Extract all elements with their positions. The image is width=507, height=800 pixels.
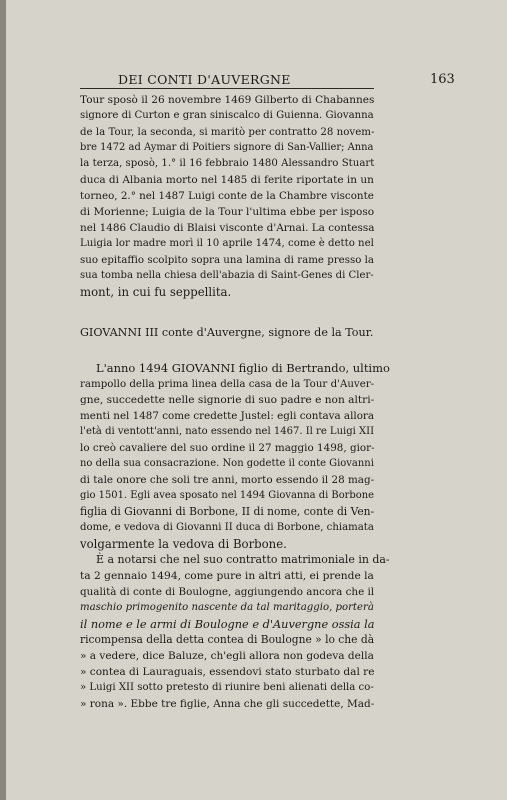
text-line: rampollo della prima linea della casa de la Tour d'Auver- — [80, 378, 375, 390]
running-title: DEI CONTI D'AUVERGNE — [118, 72, 291, 87]
text-line: di tale onore che soli tre anni, morto essendo il 28 mag- — [80, 474, 375, 486]
text-line: il nome e le armi di Boulogne e d'Auvergne ossia la — [80, 617, 375, 631]
text-line: Tour sposò il 26 novembre 1469 Gilberto di Chabannes — [80, 94, 375, 106]
text-line: la terza, sposò, 1.° il 16 febbraio 1480 Alessandro Stuart — [80, 158, 375, 169]
text-line: » contea di Lauraguais, essendovi stato sturbato dal re — [80, 666, 375, 678]
text-line: » a vedere, dice Baluze, ch'egli allora non godeva della — [80, 650, 374, 662]
text-line: È a notarsi che nel suo contratto matrimoniale in da- — [96, 553, 390, 566]
text-line: torneo, 2.° nel 1487 Luigi conte de la Chambre visconte — [80, 190, 374, 202]
text-line: bre 1472 ad Aymar di Poitiers signore di San-Vallier; Anna — [80, 142, 374, 153]
text-line: nel 1486 Claudio di Blaisi visconte d'Arnai. La contessa — [80, 222, 375, 234]
page-edge-shadow — [0, 0, 6, 800]
text-line: figlia di Giovanni di Borbone, II di nome, conte di Ven- — [80, 505, 375, 518]
text-line: menti nel 1487 come credette Justel: egli contava allora — [80, 410, 375, 422]
section-heading: GIOVANNI III conte d'Auvergne, signore de la Tour. — [80, 326, 374, 339]
text-line: L'anno 1494 GIOVANNI figlio di Bertrando, ultimo — [96, 361, 390, 375]
text-line: qualità di conte di Boulogne, aggiungendo ancora che il — [80, 586, 375, 598]
text-line: ricompensa della detta contea di Boulogne » lo che dà — [80, 633, 375, 646]
text-line: gio 1501. Egli avea sposato nel 1494 Giovanna di Borbone — [80, 490, 375, 501]
text-line: duca di Albania morto nel 1485 di ferite riportate in un — [80, 174, 374, 186]
text-line: l'età di ventott'anni, nato essendo nel 1467. Il re Luigi XII — [80, 426, 375, 437]
text-line: ta 2 gennaio 1494, come pure in altri atti, ei prende la — [80, 569, 374, 582]
text-line: volgarmente la vedova di Borbone. — [80, 537, 287, 551]
text-line: lo creò cavaliere del suo ordine il 27 maggio 1498, gior- — [80, 442, 375, 454]
page-number: 163 — [430, 72, 455, 87]
text-line: mont, in cui fu seppellita. — [80, 285, 232, 299]
text-line: sua tomba nella chiesa dell'abazia di Saint-Genes di Cler- — [80, 270, 374, 281]
text-line: suo epitaffio scolpito sopra una lamina di rame presso la — [80, 254, 375, 266]
header-rule — [80, 88, 374, 89]
text-line: maschio primogenito nascente da tal maritaggio, porterà — [80, 602, 374, 613]
text-line: » rona ». Ebbe tre figlie, Anna che gli succedette, Mad- — [80, 698, 375, 710]
text-line: gne, succedette nelle signorie di suo padre e non altri- — [80, 393, 375, 406]
text-line: dome, e vedova di Giovanni II duca di Borbone, chiamata — [80, 522, 374, 533]
text-line: Luigia lor madre morì il 10 aprile 1474, come è detto nel — [80, 238, 374, 249]
text-line: no della sua consacrazione. Non godette il conte Giovanni — [80, 458, 374, 469]
text-line: di Morienne; Luigia de la Tour l'ultima ebbe per isposo — [80, 206, 375, 218]
text-line: » Luigi XII sotto pretesto di riunire beni alienati della co- — [80, 682, 374, 693]
text-line: de la Tour, la seconda, si maritò per contratto 28 novem- — [80, 126, 375, 138]
text-line: signore di Curton e gran siniscalco di Guienna. Giovanna — [80, 110, 374, 121]
